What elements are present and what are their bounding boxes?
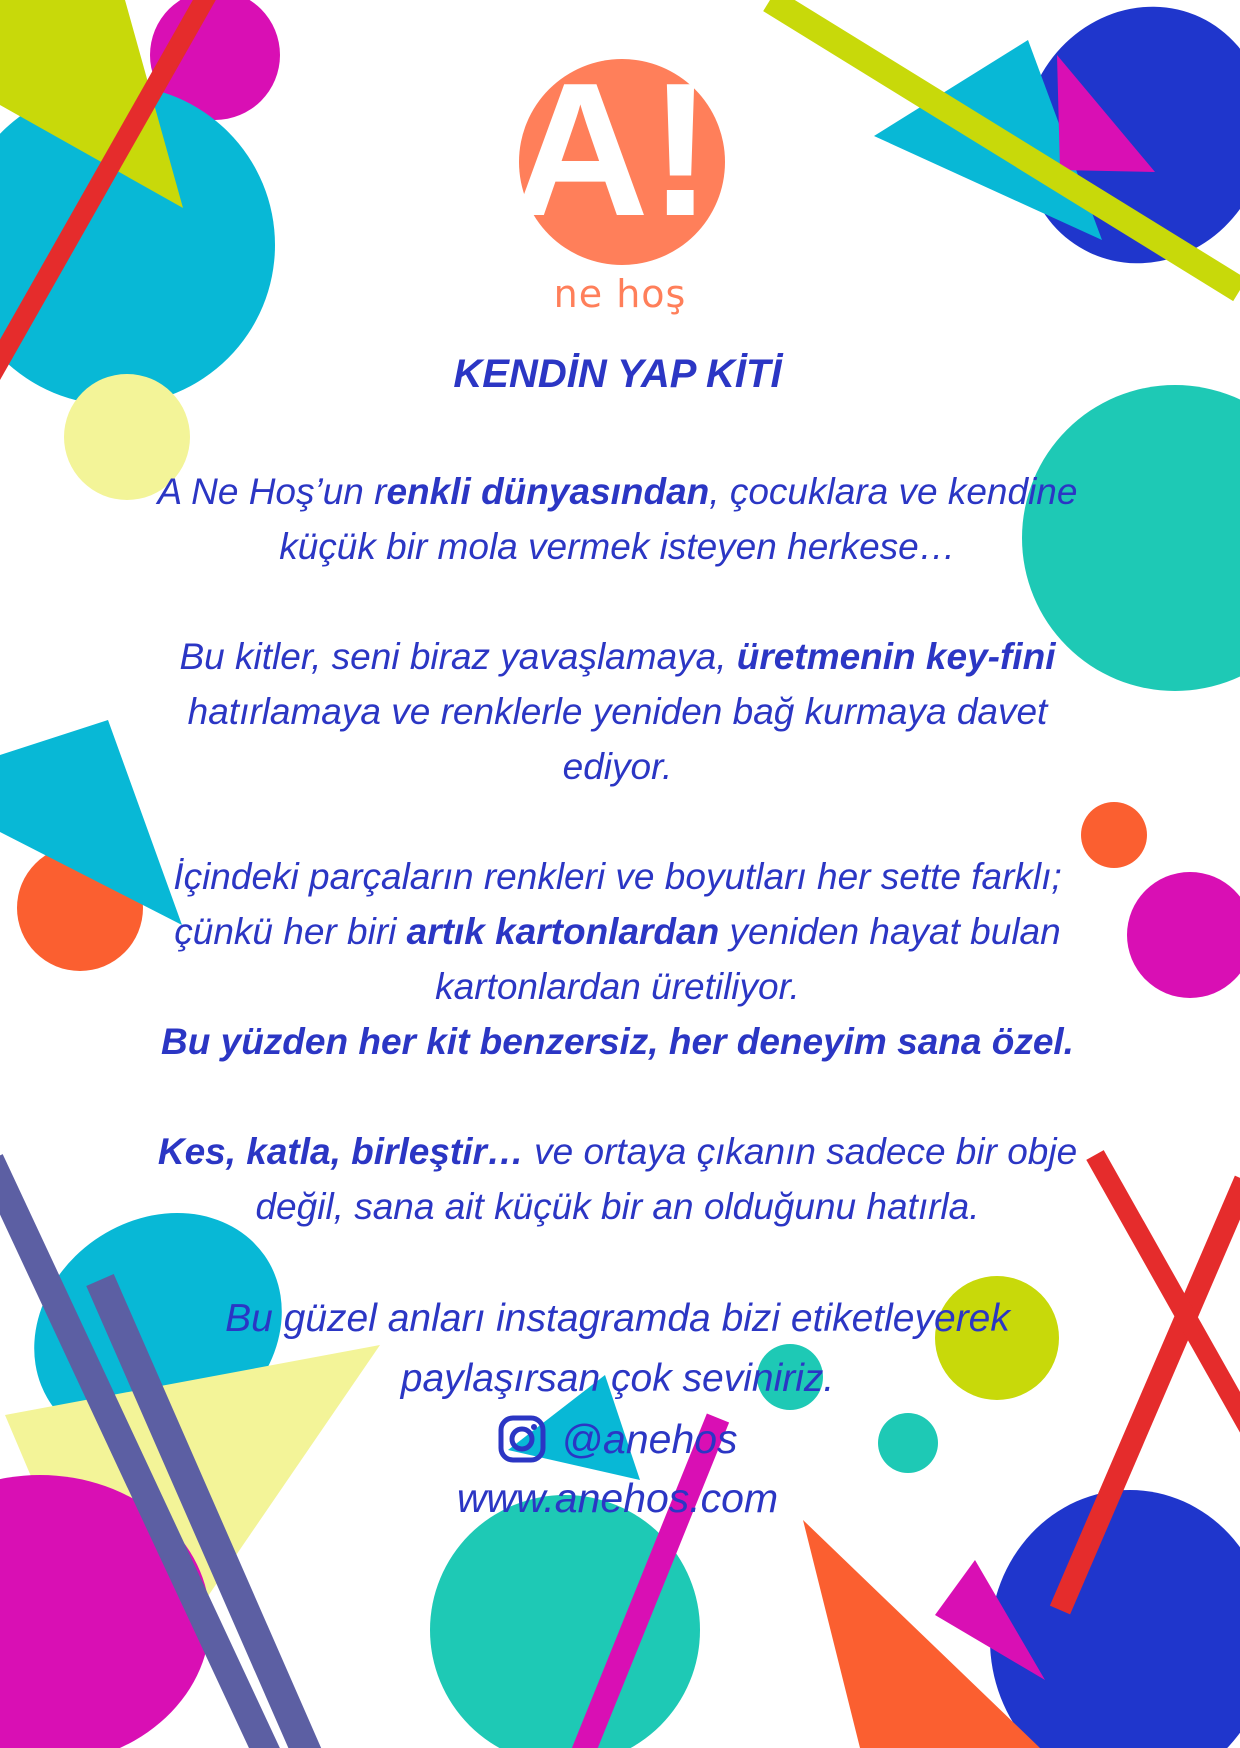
pieces-text-1: çünkü her biri [174,911,407,952]
cut-paragraph [140,1124,1095,1234]
magenta-circle-right [1127,872,1240,998]
intro-paragraph [140,464,1095,574]
slow-paragraph [140,629,1095,794]
page-title: KENDİN YAP KİTİ [453,352,782,396]
share-text: Bu güzel anları instagramda bizi etiketleyerek paylaşırsan çok seviniriz. [225,1297,1010,1400]
brand-logo [500,45,740,335]
pieces-bold: artık kartonlardan [406,911,720,952]
red-stripe-right-b [1095,1155,1240,1430]
slow-text-1: Bu kitler, seni biraz yavaşlamaya, [179,636,737,677]
pieces-line-1: İçindeki parçaların renkleri ve boyutları her sette farklı; [173,856,1062,897]
pieces-bold-line: Bu yüzden her kit benzersiz, her deneyim sana özel. [161,1021,1074,1062]
instagram-icon [497,1414,547,1464]
pieces-paragraph [140,849,1095,1069]
logo-mark: A! [511,45,713,256]
instagram-row[interactable] [140,1409,1095,1469]
logo-subtitle: ne hoş [553,272,687,316]
cut-text: ve ortaya çıkanın sadece bir obje değil, sana ait küçük bir an olduğunu hatırla. [255,1131,1078,1227]
slow-bold: üretmenin key-fini [736,636,1056,677]
blue-blob-bottom-right [990,1490,1240,1748]
flyer-content [140,350,1095,1527]
instagram-handle[interactable]: @anehos [561,1416,738,1462]
logo-badge [500,45,740,275]
cut-bold: Kes, katla, birleştir… [157,1131,524,1172]
pieces-text-2: yeniden hayat bulan kartonlardan üretiliyor. [435,911,1061,1007]
pieces-line-2 [140,904,1095,1014]
intro-text-1: A Ne Hoş’un r [157,471,387,512]
intro-bold: enkli dünyasından [386,471,710,512]
website-link[interactable]: www.anehos.com [456,1475,779,1521]
intro-text-2: , çocuklara ve kendine küçük bir mola vermek isteyen herkese… [279,471,1078,567]
slow-text-2: hatırlamaya ve renklerle yeniden bağ kurmaya davet ediyor. [187,691,1048,787]
